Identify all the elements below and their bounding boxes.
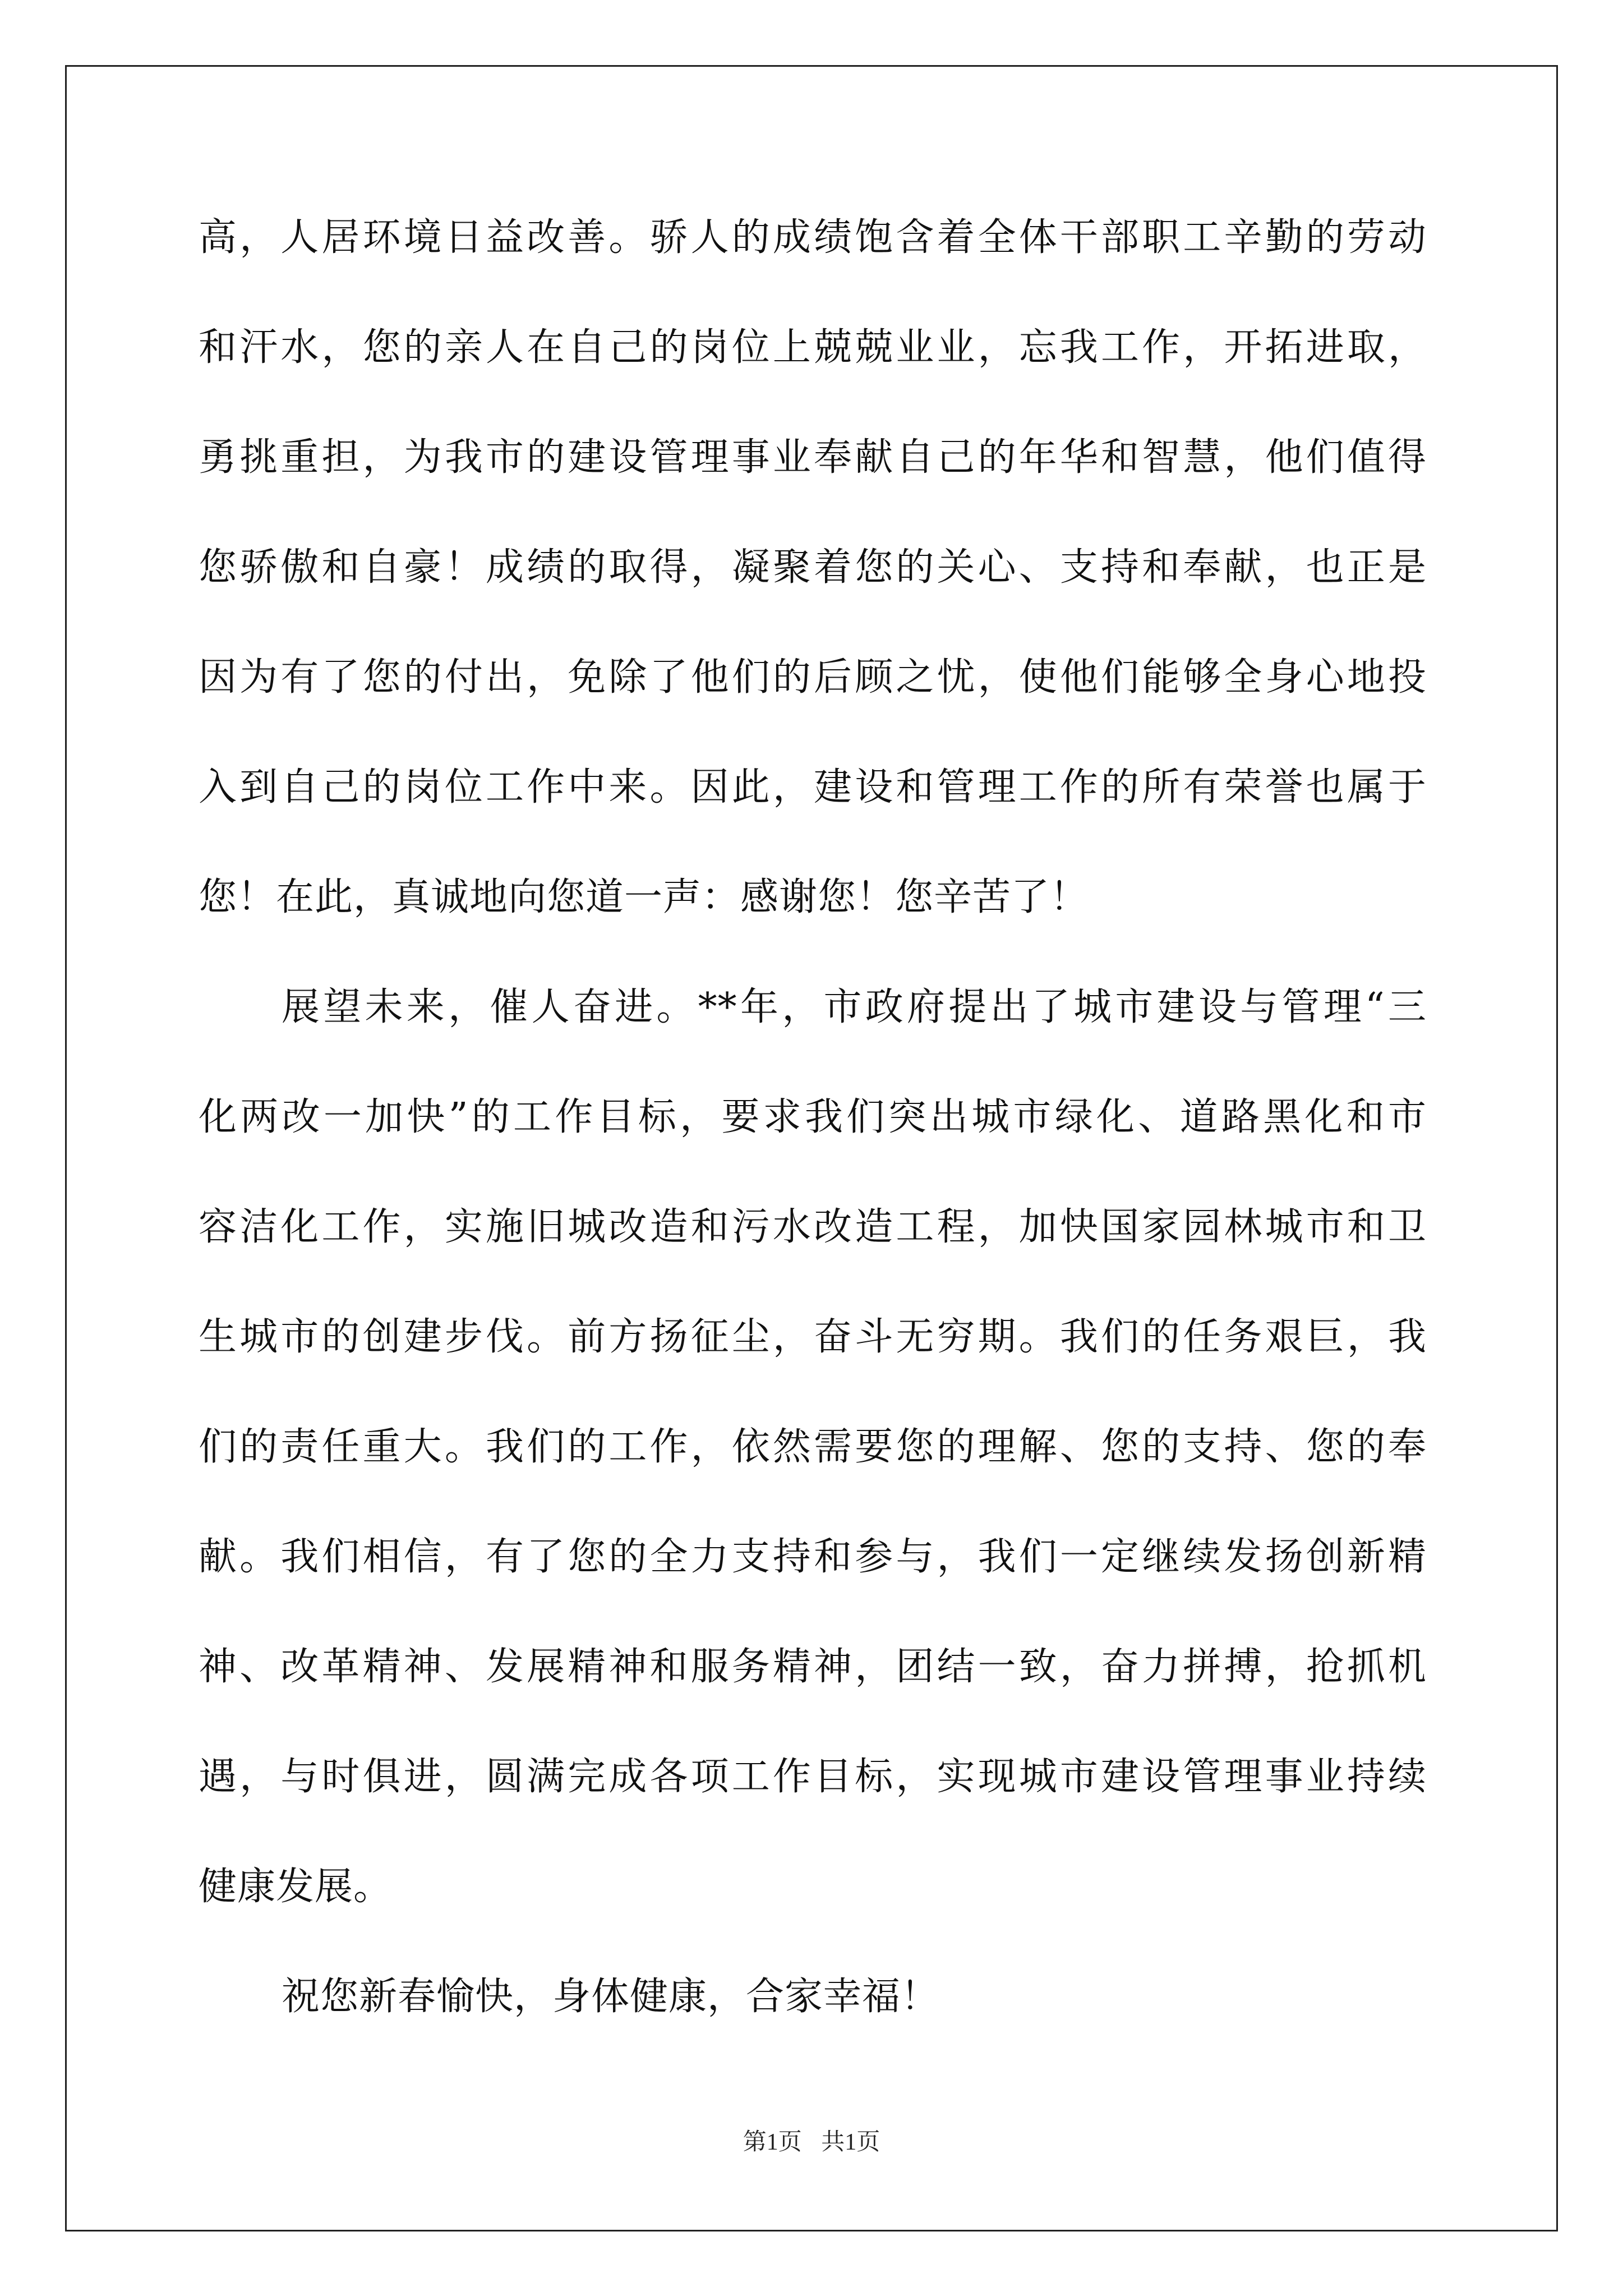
page-total: 共1页	[821, 2129, 880, 2155]
text-line: 献。我们相信，有了您的全力支持和参与，我们一定继续发扬创新精	[199, 1535, 1427, 1579]
paragraph-first-line: 展望未来，催人奋进。**年，市政府提出了城市建设与管理“三	[282, 985, 1427, 1029]
text-line: 和汗水，您的亲人在自己的岗位上兢兢业业，忘我工作，开拓进取，	[199, 325, 1427, 370]
text-line: 们的责任重大。我们的工作，依然需要您的理解、您的支持、您的奉	[199, 1425, 1427, 1469]
page-number: 第1页	[743, 2129, 802, 2155]
page-footer	[0, 2123, 1623, 2157]
text-line: 您！在此，真诚地向您道一声：感谢您！您辛苦了！	[199, 875, 1089, 919]
document-body	[199, 215, 1427, 2088]
text-line: 化两改一加快”的工作目标，要求我们突出城市绿化、道路黑化和市	[199, 1095, 1427, 1139]
text-line: 因为有了您的付出，免除了他们的后顾之忧，使他们能够全身心地投	[199, 655, 1427, 700]
text-line: 遇，与时俱进，圆满完成各项工作目标，实现城市建设管理事业持续	[199, 1755, 1427, 1799]
text-line: 容洁化工作，实施旧城改造和污水改造工程，加快国家园林城市和卫	[199, 1205, 1427, 1249]
text-line: 入到自己的岗位工作中来。因此，建设和管理工作的所有荣誉也属于	[199, 765, 1427, 809]
text-line: 高，人居环境日益改善。骄人的成绩饱含着全体干部职工辛勤的劳动	[199, 215, 1427, 260]
text-line: 勇挑重担，为我市的建设管理事业奉献自己的年华和智慧，他们值得	[199, 435, 1427, 480]
text-line: 健康发展。	[199, 1865, 393, 1909]
text-line: 生城市的创建步伐。前方扬征尘，奋斗无穷期。我们的任务艰巨，我	[199, 1315, 1427, 1359]
text-line: 您骄傲和自豪！成绩的取得，凝聚着您的关心、支持和奉献，也正是	[199, 545, 1427, 590]
closing-greeting: 祝您新春愉快，身体健康，合家幸福！	[282, 1975, 940, 2019]
text-line: 神、改革精神、发展精神和服务精神，团结一致，奋力拼搏，抢抓机	[199, 1645, 1427, 1689]
